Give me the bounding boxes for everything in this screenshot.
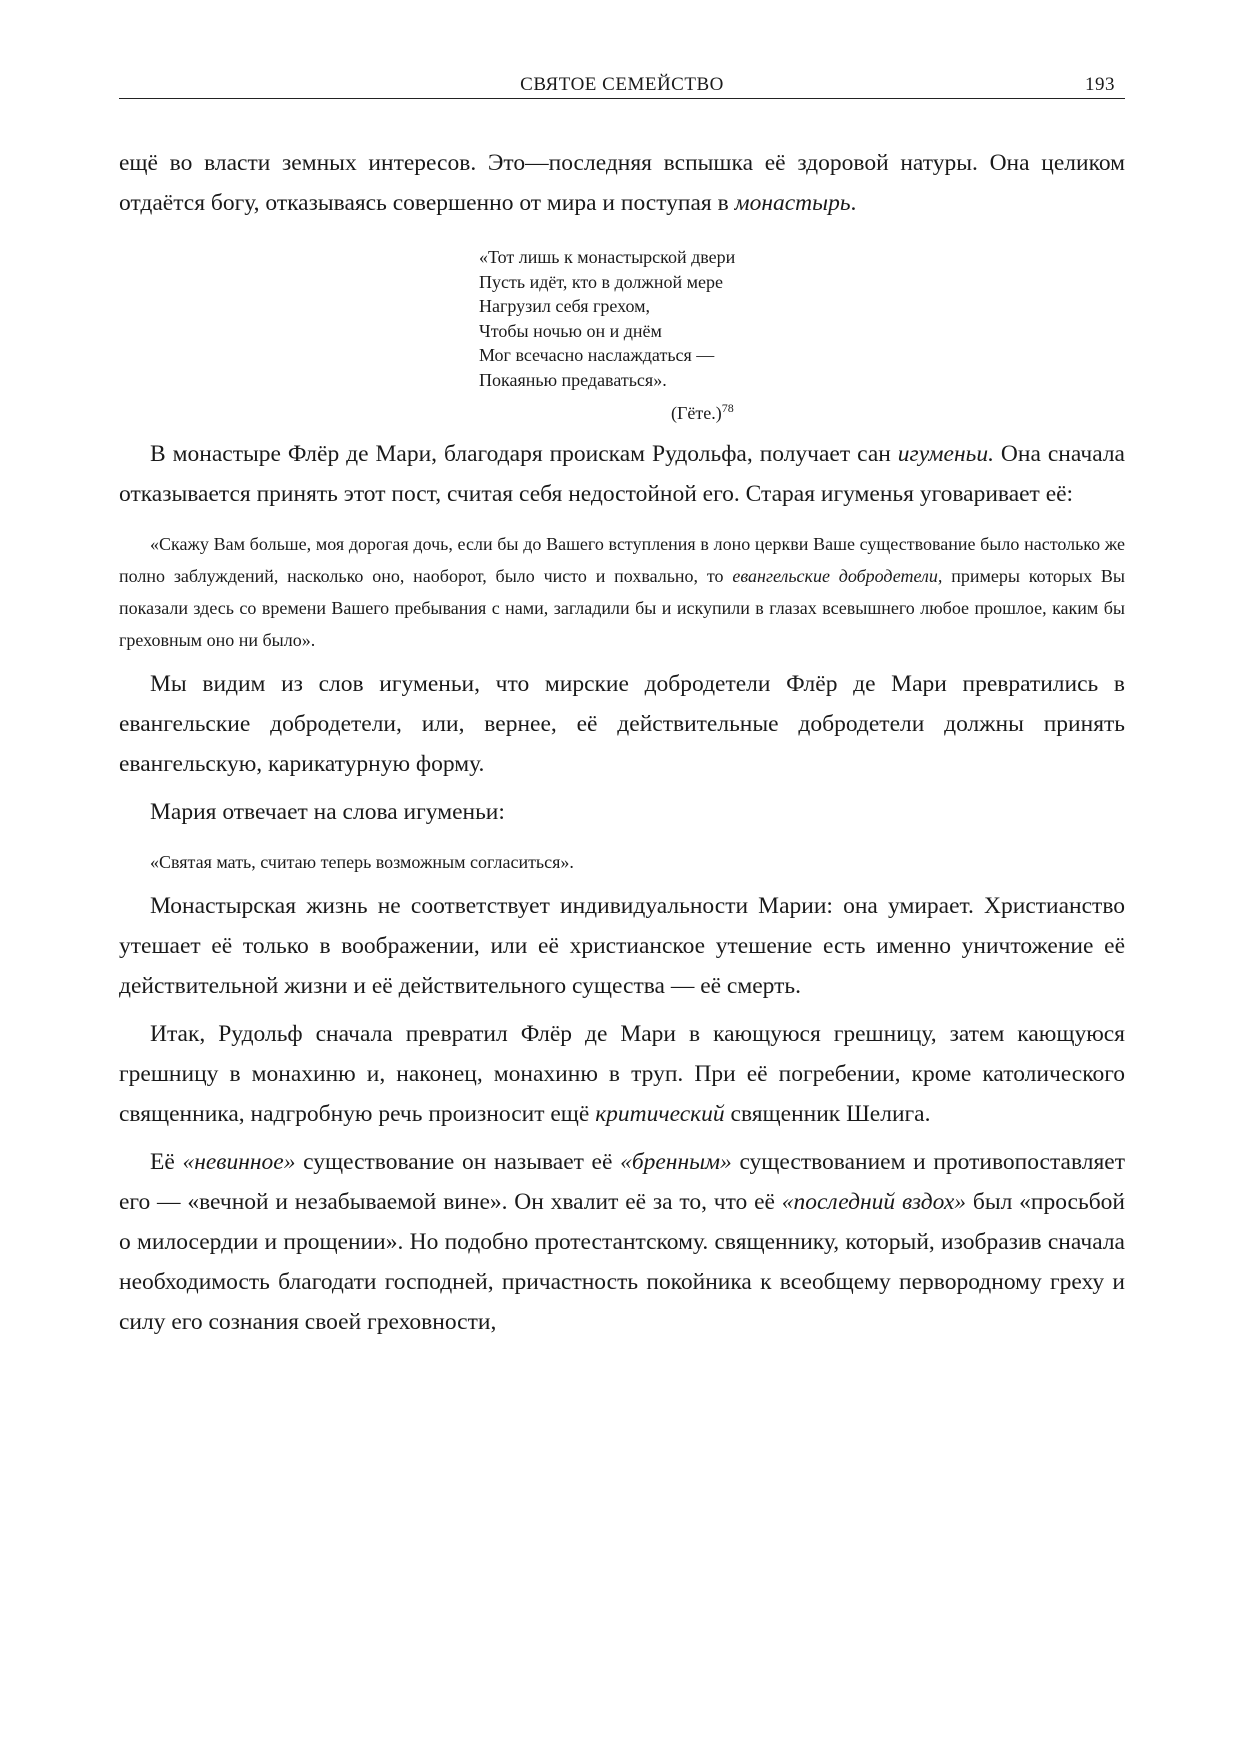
paragraph-2 [119,434,1125,514]
running-header [119,70,1125,99]
paragraph-5: Монастырская жизнь не соответствует индивидуальности Марии: она умирает. Христианство утешает её только в воображении, или её христианское утешение есть именно уничтожение её действительной жизни и её действительного существа — её смерть. [119,892,1125,999]
paragraph-6-text-a: Итак, Рудольф сначала превратил Флёр де Мари в кающуюся грешницу, затем кающуюся грешницу в монахиню и, наконец, монахиню в труп. При её погребении, кроме католического священника, надгробную речь произносит ещё [119,1020,1125,1127]
paragraph-7-text-b: существование он называет её [295,1148,621,1175]
paragraph-2-text-a: В монастыре Флёр де Мари, благодаря проискам Рудольфа, получает сан [150,440,898,467]
paragraph-6-emphasis: критический [595,1100,725,1127]
quote-1-emphasis: евангельские добродетели, [732,565,943,586]
paragraph-7-emphasis-c: «последний вздох» [781,1188,967,1215]
verse-line: Мог всечасно наслаждаться — [479,345,715,365]
quote-1-text-b: примеры которых Вы показали здесь со времени Вашего пребывания с нами, загладили бы и искупили в глазах всевышнего любое прошлое, каким бы греховным оно ни было». [119,565,1126,650]
paragraph-4: Мария отвечает на слова игуменьи: [150,798,505,825]
verse-line: «Тот лишь к монастырской двери [479,247,736,267]
verse-line: Покаянью предаваться». [479,369,667,390]
paragraph-1-emphasis: монастырь [734,190,851,216]
paragraph-6-text-b: священник Шелига. [724,1100,931,1127]
footnote-marker: 78 [721,401,734,415]
paragraph-7-text-c: существованием и противопоставляет его — «вечной и незабываемой вине». Он хвалит её за то, что её [119,1148,1125,1215]
running-title: СВЯТОЕ СЕМЕЙСТВО [520,74,724,95]
verse-attribution [671,396,1125,426]
paragraph-7-emphasis-a: «невинное» [182,1148,296,1175]
paragraph-1 [119,143,1125,223]
paragraph-7-text-d: был «просьбой о милосердии и прощении». Но подобно протестантскому. священнику, который, изобразив сначала необходимость благодати господней, причастность покойника к всеобщему первородному греху и силу его сознания своей греховности, [119,1188,1125,1335]
page-number: 193 [1085,74,1115,95]
paragraph-2-emphasis: игуменьи. [897,440,994,467]
paragraph-6 [119,1014,1125,1134]
body-text [119,143,1125,1342]
verse-line: Нагрузил себя грехом, [479,296,651,316]
paragraph-1-text-b: . [850,190,857,216]
verse-quote [479,245,1125,426]
paragraph-1-text-a: ещё во власти земных интересов. Это—последняя вспышка её здоровой натуры. Она целиком отдаётся богу, отказываясь совершенно от мира и поступая в [119,150,1125,216]
paragraph-7-text-a: Её [150,1148,183,1175]
block-quote-1 [119,528,1125,656]
document-page [119,70,1125,1342]
paragraph-7-emphasis-b: «бренным» [620,1148,732,1175]
quote-1-text-a: «Скажу Вам больше, моя дорогая дочь, если бы до Вашего вступления в лоно церкви Ваше существование было настолько же полно заблуждений, насколько оно, наоборот, было чисто и похвально, то [119,533,1125,586]
verse-line: Пусть идёт, кто в должной мере [479,271,723,292]
paragraph-2-text-b: Она сначала отказывается принять этот пост, считая себя недостойной его. Старая игуменья уговаривает её: [119,440,1125,507]
attribution-text: (Гёте.) [671,403,722,423]
verse-line: Чтобы ночью он и днём [479,320,662,341]
block-quote-2: «Святая мать, считаю теперь возможным согласиться». [150,851,574,872]
paragraph-3: Мы видим из слов игуменьи, что мирские добродетели Флёр де Мари превратились в евангельские добродетели, или, вернее, её действительные добродетели должны принять евангельскую, карикатурную форму. [119,670,1125,777]
paragraph-7 [119,1142,1125,1342]
